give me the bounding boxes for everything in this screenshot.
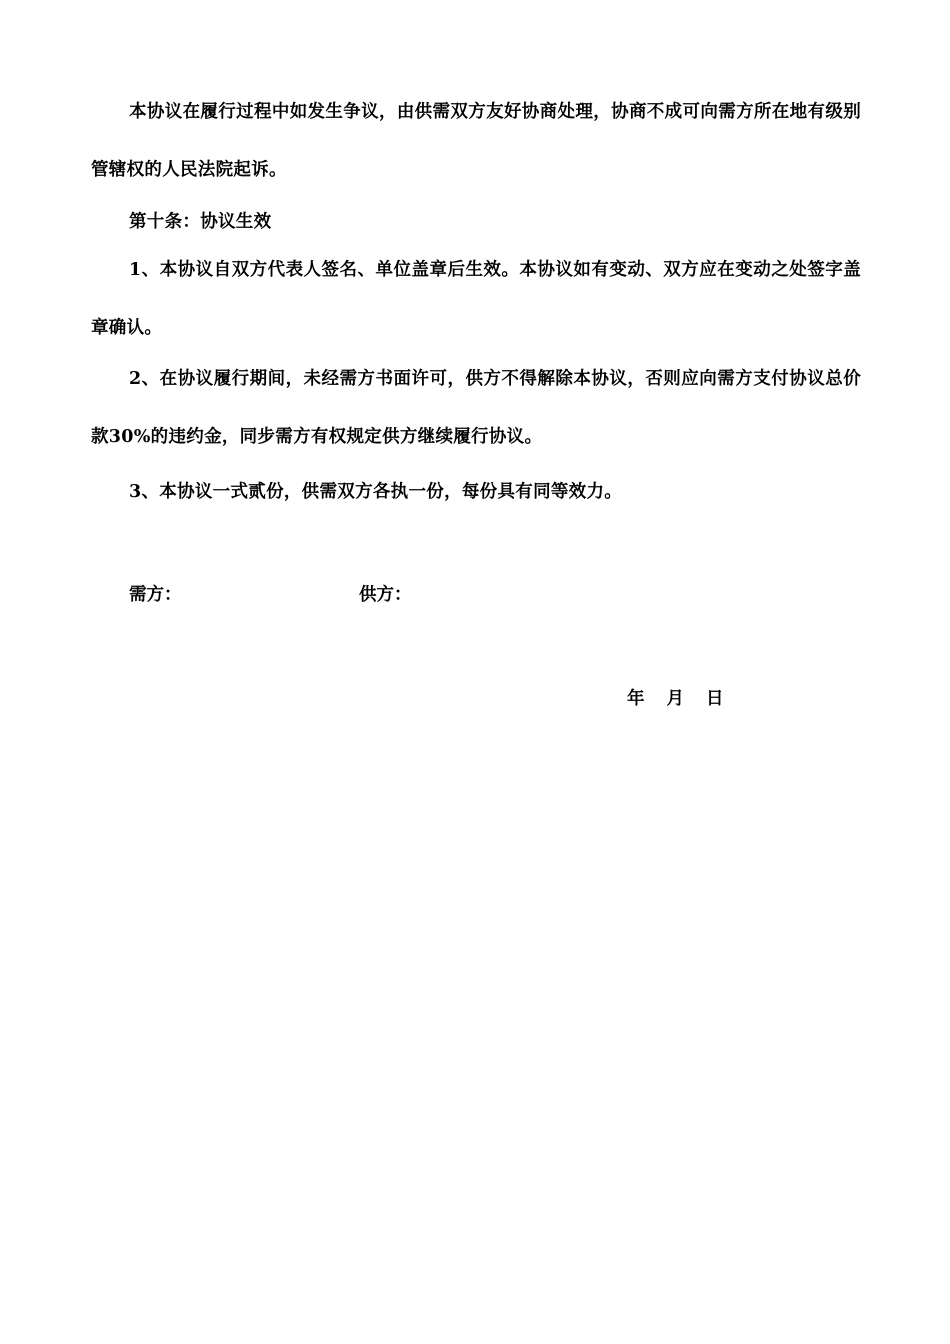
article-ten-heading: 第十条：协议生效 bbox=[129, 212, 272, 232]
date-year-label: 年 bbox=[627, 689, 645, 709]
date-day-label: 日 bbox=[706, 689, 724, 709]
buyer-signature-label: 需方： bbox=[129, 585, 182, 605]
supplier-signature-label: 供方： bbox=[359, 585, 412, 605]
paragraph-dispute-resolution: 本协议在履行过程中如发生争议，由供需双方友好协商处理，协商不成可向需方所在地有级别管辖权的人民法院起诉。 bbox=[91, 102, 861, 180]
date-month-label: 月 bbox=[666, 689, 684, 709]
clause-2: 2、在协议履行期间，未经需方书面许可，供方不得解除本协议，否则应向需方支付协议总价款30%的违约金，同步需方有权规定供方继续履行协议。 bbox=[91, 369, 861, 447]
clause-1: 1、本协议自双方代表人签名、单位盖章后生效。本协议如有变动、双方应在变动之处签字盖章确认。 bbox=[91, 260, 861, 338]
date-line bbox=[627, 685, 724, 710]
clause-3: 3、本协议一式贰份，供需双方各执一份，每份具有同等效力。 bbox=[129, 482, 623, 502]
